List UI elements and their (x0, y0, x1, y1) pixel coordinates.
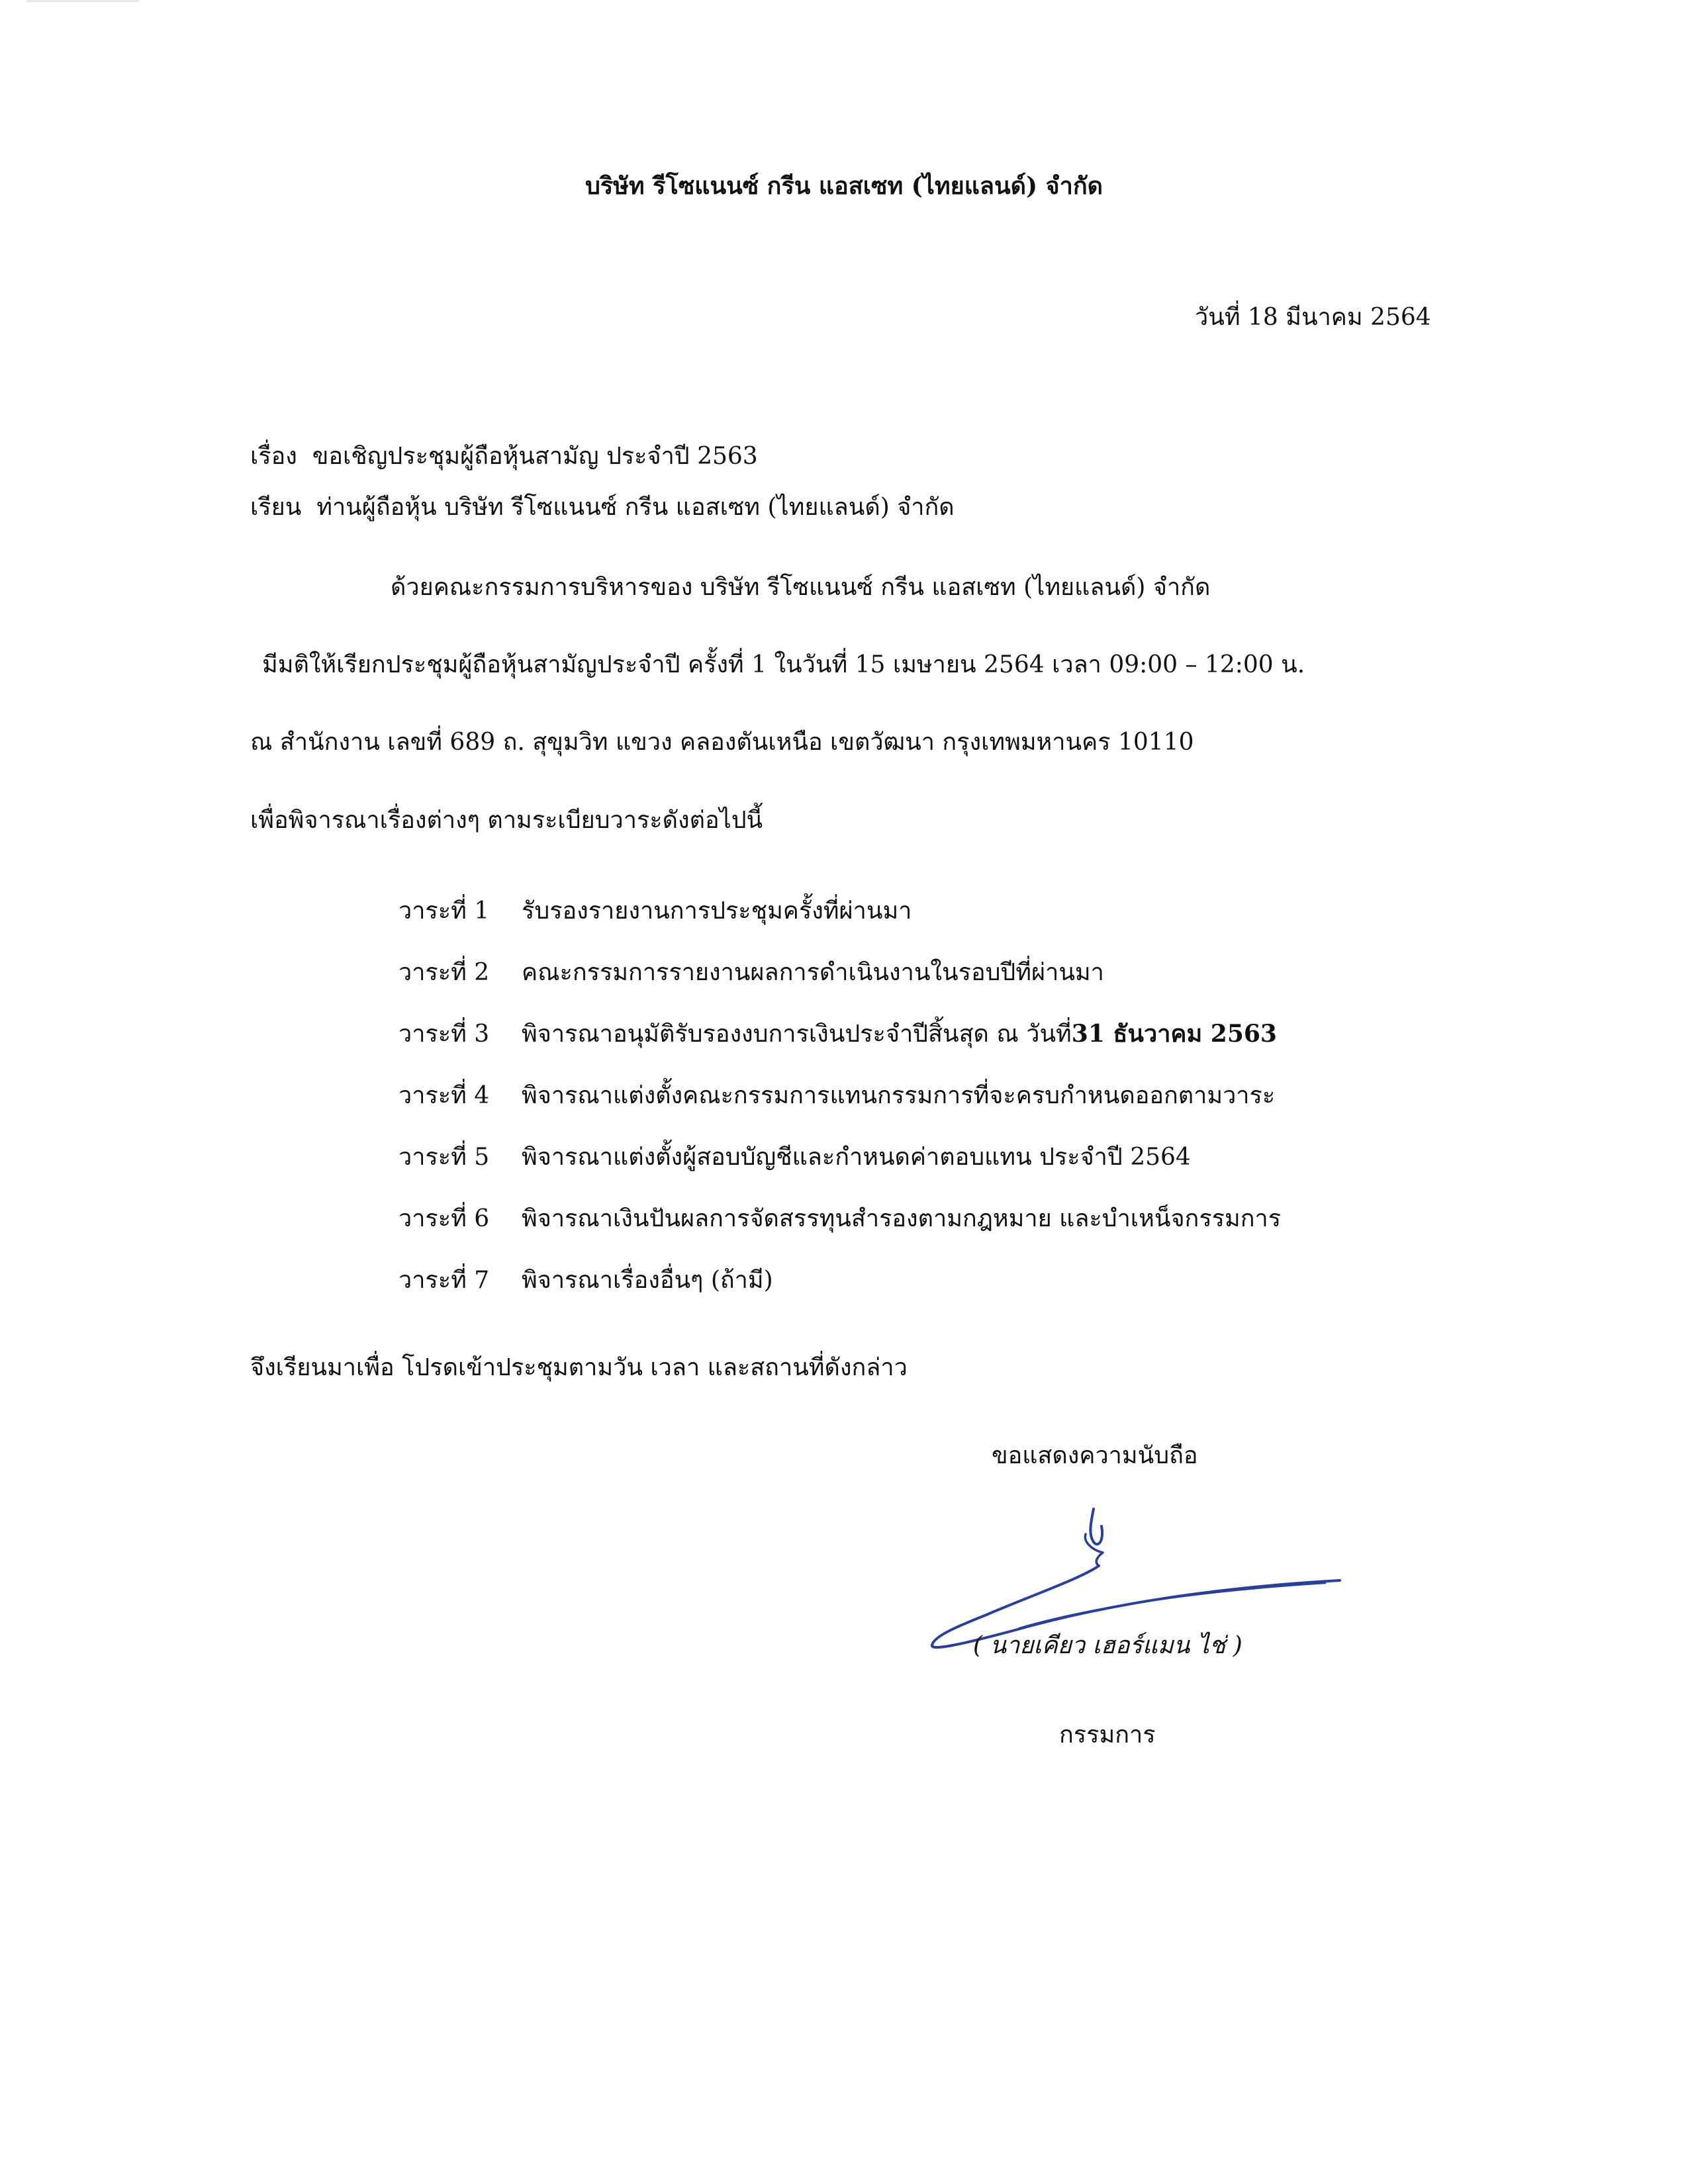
agenda-item-label: วาระที่ 2 (399, 959, 490, 986)
agenda-item-text: รับรองรายงานการประชุมครั้งที่ผ่านมา (522, 897, 912, 925)
closing-line: จึงเรียนมาเพื่อ โปรดเข้าประชุมตามวัน เวลา และสถานที่ดังกล่าว (250, 1354, 908, 1381)
handwritten-signature (920, 1496, 1357, 1694)
recipient-text: ท่านผู้ถือหุ้น บริษัท รีโซแนนซ์ กรีน แอสเซท (ไทยแลนด์) จำกัด (316, 494, 955, 521)
agenda-item-text: พิจารณาแต่งตั้งคณะกรรมการแทนกรรมการที่จะครบกำหนดออกตามวาระ (522, 1082, 1276, 1109)
agenda-item-label: วาระที่ 5 (399, 1144, 490, 1171)
subject-line (250, 442, 758, 471)
agenda-item (399, 958, 1104, 987)
agenda-item-text: พิจารณาแต่งตั้งผู้สอบบัญชีและกำหนดค่าตอบแทน ประจำปี 2564 (522, 1144, 1191, 1171)
agenda-item-bold-date: 31 ธันวาคม 2563 (1071, 1020, 1277, 1048)
body-paragraph-line-2: มีมติให้เรียกประชุมผู้ถือหุ้นสามัญประจำปี ครั้งที่ 1 ในวันที่ 15 เมษายน 2564 เวลา 09:00 – 12:00 น. (262, 651, 1305, 678)
agenda-item (399, 1266, 773, 1295)
body-paragraph-line-3: ณ สำนักงาน เลขที่ 689 ถ. สุขุมวิท แขวง คลองตันเหนือ เขตวัฒนา กรุงเทพมหานคร 10110 (250, 729, 1194, 756)
company-heading: บริษัท รีโซแนนซ์ กรีน แอสเซท (ไทยแลนด์) จำกัด (585, 172, 1103, 200)
regards-line: ขอแสดงความนับถือ (992, 1442, 1198, 1469)
agenda-item-text: พิจารณาเงินปันผลการจัดสรรทุนสำรองตามกฎหมาย และบำเหน็จกรรมการ (522, 1205, 1282, 1232)
agenda-item-label: วาระที่ 4 (399, 1082, 490, 1109)
subject-text: ขอเชิญประชุมผู้ถือหุ้นสามัญ ประจำปี 2563 (312, 443, 758, 470)
body-paragraph-line-4: เพื่อพิจารณาเรื่องต่างๆ ตามระเบียบวาระดังต่อไปนี้ (250, 807, 763, 834)
agenda-item-text: พิจารณาอนุมัติรับรองงบการเงินประจำปีสิ้นสุด ณ วันที่ (522, 1021, 1072, 1048)
agenda-item (399, 1143, 1191, 1171)
agenda-item-label: วาระที่ 7 (399, 1267, 490, 1294)
agenda-item (399, 1081, 1275, 1110)
subject-label: เรื่อง (250, 443, 297, 470)
agenda-item-label: วาระที่ 6 (399, 1205, 490, 1232)
scan-edge-mark (26, 0, 139, 2)
agenda-item-text: คณะกรรมการรายงานผลการดำเนินงานในรอบปีที่ผ่านมา (522, 959, 1104, 986)
agenda-item-text: พิจารณาเรื่องอื่นๆ (ถ้ามี) (522, 1267, 773, 1294)
agenda-item (399, 1205, 1281, 1233)
body-paragraph-line-1: ด้วยคณะกรรมการบริหารของ บริษัท รีโซแนนซ์ กรีน แอสเซท (ไทยแลนด์) จำกัด (391, 574, 1211, 601)
signer-title: กรรมการ (1059, 1721, 1156, 1749)
agenda-item-label: วาระที่ 3 (399, 1021, 490, 1048)
signatory-name: ( นายเคียว เฮอร์แมน ไช่ ) (973, 1632, 1243, 1659)
recipient-line (250, 493, 955, 522)
letter-date: วันที่ 18 มีนาคม 2564 (1195, 304, 1431, 331)
agenda-item (399, 897, 912, 925)
recipient-label: เรียน (250, 494, 302, 521)
agenda-item-label: วาระที่ 1 (399, 897, 490, 925)
agenda-item (399, 1020, 1277, 1048)
